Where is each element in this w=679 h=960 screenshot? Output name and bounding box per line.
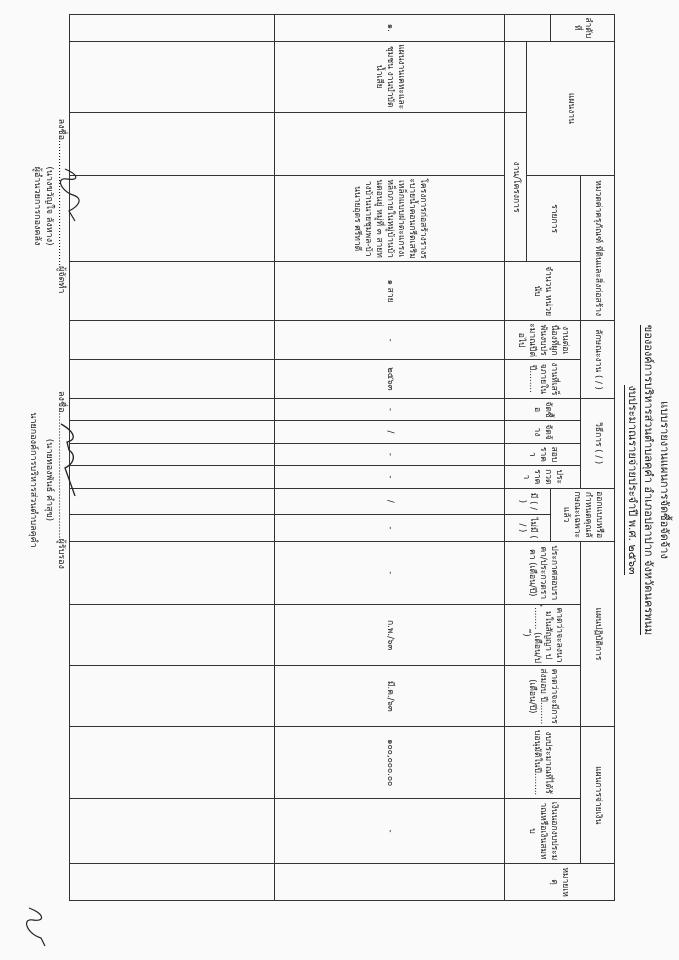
header-qty-unit: จำนวน หน่วยนับ bbox=[505, 262, 581, 321]
preparer-sign-line: ลงชื่อ……………………………………ผู้จัดทำ bbox=[56, 118, 66, 294]
cell-finance-other: - bbox=[275, 798, 505, 863]
header-method-buy: จัดซื้อ bbox=[505, 398, 581, 420]
cell-remark bbox=[275, 864, 505, 901]
cell-schedule-announce: - bbox=[275, 541, 505, 604]
header-spec-not: ไม่มี ( / ) bbox=[505, 515, 551, 542]
cell-schedule-contract: ก.พ./๖๓ bbox=[275, 604, 505, 665]
cell-qty-unit: ๑ สาย bbox=[275, 262, 505, 321]
header-finance-group: แผนการจ่ายเงิน bbox=[581, 727, 615, 864]
cell-nature-finished: ๒๕๖๓ bbox=[275, 360, 505, 399]
cell-nature-continuing: - bbox=[275, 321, 505, 360]
header-project: งาน/โครงการ bbox=[505, 112, 527, 261]
table-row-blank bbox=[70, 15, 275, 946]
cell-method-buy: - bbox=[275, 398, 505, 420]
header-nature-group: ลักษณะงาน ( / ) bbox=[581, 321, 615, 399]
header-items: รายการ bbox=[527, 176, 581, 262]
cell-spec-done: / bbox=[275, 488, 505, 515]
cell-method-price: - bbox=[275, 443, 505, 465]
header-plan: แผนงาน bbox=[527, 41, 615, 176]
header-schedule-delivery: คาดว่าจะมีการส่งมอบ ปี…….. (เดือน/ปี) bbox=[505, 666, 581, 727]
header-method-group: วิธีการ ( / ) bbox=[581, 398, 615, 488]
fiscal-year-line: งบประมาณรายจ่ายประจำปี พ.ศ. ๒๕๖๓ bbox=[626, 385, 639, 575]
header-schedule-contract: คาดว่าจะลงนามในสัญญา ปี…….. (เดือน/ปี) bbox=[505, 604, 581, 665]
header-finance-other: เงินนอกงบประมาณหรือเงินสมทบ bbox=[505, 798, 581, 863]
cell-finance-budget: ๑๐๐,๐๐๐.๐๐ bbox=[275, 727, 505, 798]
header-schedule-announce: ประกาศสอบราคา/ประกวดราคา (เดือน/ปี) bbox=[505, 541, 581, 604]
header-method-bid: ประกวดราคา bbox=[505, 466, 581, 488]
header-procurement-group: หมวดค่าครุภัณฑ์ ที่ดินและสิ่งก่อสร้าง bbox=[581, 176, 615, 321]
cell-spec-not: - bbox=[275, 515, 505, 542]
cell-plan: แผนงานเคหะและชุมชน งานบำบัดน้ำเสีย bbox=[275, 41, 505, 112]
preparer-name: (นางขวัญใจ ลังหาง) bbox=[44, 166, 54, 246]
header-nature-continuing: งานต่อเนื่องที่ผูกพันงบประมาณปีต่อไป bbox=[505, 321, 581, 360]
header-remark: หมายเหตุ bbox=[505, 864, 615, 901]
approver-sign-line: ลงชื่อ……………………………………ผู้รับรอง bbox=[56, 391, 66, 569]
preparer-title: ผู้อำนวยการกองคลัง bbox=[32, 166, 42, 246]
cell-seq: ๑. bbox=[275, 15, 505, 42]
header-spec-group: ออกแบบหรือกำหนดคุณลักษณะเฉพาะแล้ว bbox=[551, 488, 615, 541]
table-row bbox=[275, 15, 505, 946]
cell-method-bid: - bbox=[275, 466, 505, 488]
organization-line: ขององค์การบริหารส่วนตำบลคุคำ อำเภอปลาปาก จังหวัดนครพนม bbox=[642, 324, 655, 636]
cell-schedule-delivery: มี.ค./๖๓ bbox=[275, 666, 505, 727]
cell-project bbox=[275, 112, 505, 175]
header-schedule-group: แผนปฏิบัติการ bbox=[581, 541, 615, 727]
approver-title: นายกองค์การบริหารส่วนตำบลคุคำ bbox=[28, 412, 38, 548]
header-method-price: สอบราคา bbox=[505, 443, 581, 465]
cell-method-hire: / bbox=[275, 421, 505, 443]
header-nature-finished: งานที่เสร็จภายในปี…….. bbox=[505, 360, 581, 399]
approver-name: (นายทองพันธ์ คำสุข) bbox=[44, 438, 54, 522]
form-title: แบบรายงานแผนการจัดซื้อจัดจ้าง bbox=[658, 401, 671, 559]
header-seq: ลำดับที่ bbox=[551, 15, 615, 42]
approver-signature-scribble bbox=[51, 420, 81, 500]
initials-scribble bbox=[21, 904, 51, 950]
preparer-signature-scribble bbox=[57, 165, 83, 225]
header-spec-done: มี ( / ) bbox=[505, 488, 551, 515]
cell-items: โครงการก่อสร้างรางระบายน้ำคอนกรีตเสริมเหล็กแบบฝาตะแกรงเหล็กภายในหมู่บ้านบ้านดอนยู่ หมู่ที่ ๓ สายทางบ้านนายชุมพล-บ้านนายอุดร ศรีทาดี bbox=[275, 176, 505, 262]
header-finance-budget: งบประมาณที่ได้รับอนุมัติในปี…….. bbox=[505, 727, 581, 798]
procurement-plan-table bbox=[69, 14, 615, 946]
header-method-hire: จัดจ้าง bbox=[505, 421, 581, 443]
